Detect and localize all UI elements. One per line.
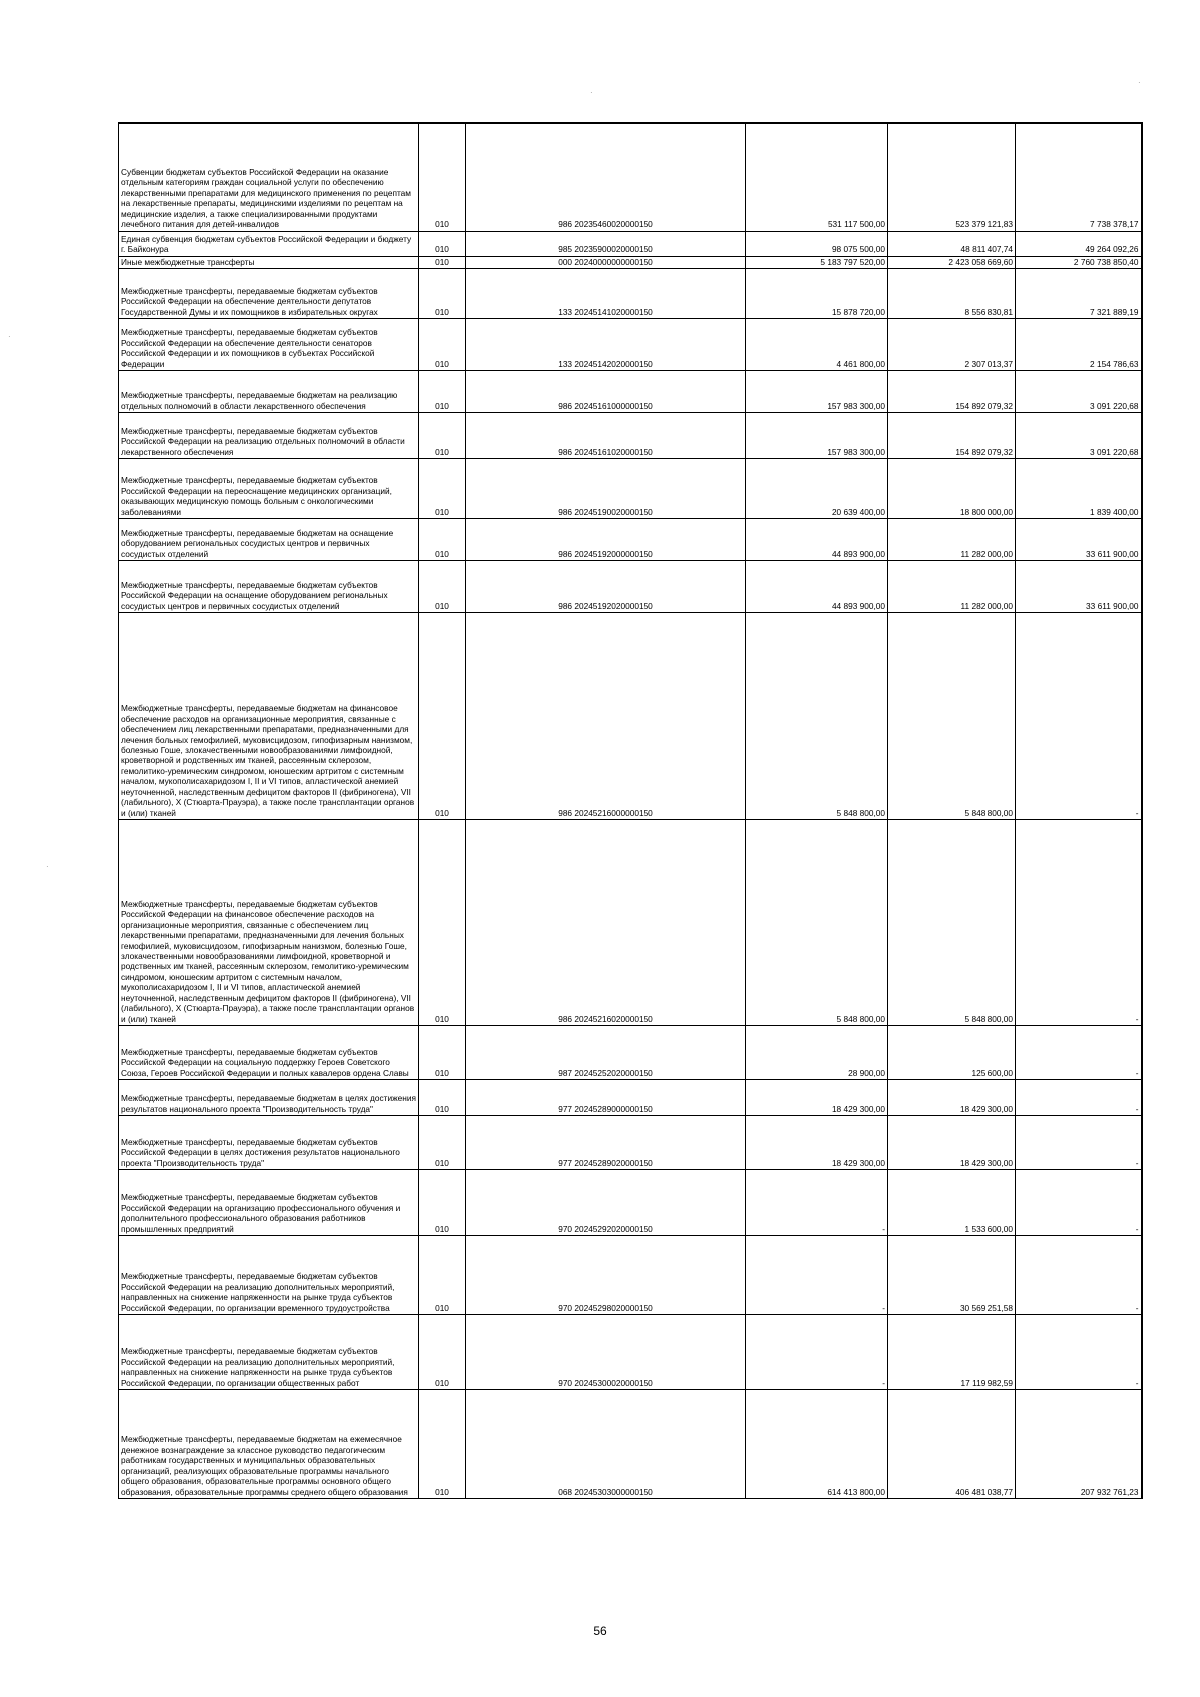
table-row <box>119 560 1142 612</box>
executed-amount-cell: 17 119 982,59 <box>888 1314 1016 1389</box>
line-code-cell: 010 <box>419 458 466 518</box>
scan-dot: · <box>1138 78 1141 87</box>
executed-amount-cell: 8 556 830,81 <box>888 268 1016 318</box>
table-row <box>119 268 1142 318</box>
budget-report-sheet <box>118 122 1141 1499</box>
row-name-cell: Единая субвенция бюджетам субъектов Российской Федерации и бюджету г. Байконура <box>119 231 419 256</box>
table-row <box>119 1314 1142 1389</box>
row-name-cell: Межбюджетные трансферты, передаваемые бюджетам субъектов Российской Федерации на обеспечение деятельности депутатов Государственной Думы и их помощников в избирательных округах <box>119 268 419 318</box>
table-row <box>119 318 1142 370</box>
budget-classification-code-cell: 985 20235900020000150 <box>466 231 746 256</box>
table-row <box>119 458 1142 518</box>
line-code-cell: 010 <box>419 256 466 268</box>
table-row <box>119 412 1142 458</box>
line-code-cell: 010 <box>419 1079 466 1115</box>
approved-amount-cell: - <box>746 1169 888 1235</box>
line-code-cell: 010 <box>419 1115 466 1169</box>
executed-amount-cell: 18 800 000,00 <box>888 458 1016 518</box>
remaining-amount-cell: 2 154 786,63 <box>1016 318 1142 370</box>
executed-amount-cell: 5 848 800,00 <box>888 612 1016 819</box>
approved-amount-cell: 98 075 500,00 <box>746 231 888 256</box>
budget-classification-code-cell: 000 20240000000000150 <box>466 256 746 268</box>
row-name-cell: Межбюджетные трансферты, передаваемые бюджетам субъектов Российской Федерации на переоснащение медицинских организаций, оказывающих медицинскую помощь больным с онкологическими заболеваниями <box>119 458 419 518</box>
row-name-cell: Межбюджетные трансферты, передаваемые бюджетам на реализацию отдельных полномочий в области лекарственного обеспечения <box>119 370 419 412</box>
table-row <box>119 370 1142 412</box>
remaining-amount-cell: 3 091 220,68 <box>1016 370 1142 412</box>
budget-classification-code-cell: 977 20245289020000150 <box>466 1115 746 1169</box>
executed-amount-cell: 154 892 079,32 <box>888 412 1016 458</box>
scan-dot: · <box>46 862 49 871</box>
line-code-cell: 010 <box>419 1314 466 1389</box>
table-row <box>119 1079 1142 1115</box>
table-row <box>119 256 1142 268</box>
row-name-cell: Межбюджетные трансферты, передаваемые бюджетам в целях достижения результатов национального проекта "Производительность труда" <box>119 1079 419 1115</box>
budget-classification-code-cell: 977 20245289000000150 <box>466 1079 746 1115</box>
row-name-cell: Межбюджетные трансферты, передаваемые бюджетам субъектов Российской Федерации на финансовое обеспечение расходов на организационные мероприятия, связанные с обеспечением лиц лекарственными препаратами, предназначенными для лечения больных гемофилией, муковисцидозом, гипофизарным нанизмом, болезнью Гоше, злокачественными новообразованиями лимфоидной, кроветворной и родственных им тканей, рассеянным склерозом, гемолитико-уремическим синдромом, юношеским артритом с системным началом, мукополисахаридозом I, II и VI типов, апластической анемией неуточненной, наследственным дефицитом факторов II (фибриногена), VII (лабильного), X (Стюарта-Прауэра), а также после трансплантации органов и (или) тканей <box>119 819 419 1025</box>
row-name-cell: Межбюджетные трансферты, передаваемые бюджетам на оснащение оборудованием региональных сосудистых центров и первичных сосудистых отделений <box>119 518 419 560</box>
row-name-cell: Межбюджетные трансферты, передаваемые бюджетам субъектов Российской Федерации в целях достижения результатов национального проекта "Производительность труда" <box>119 1115 419 1169</box>
row-name-cell: Субвенции бюджетам субъектов Российской Федерации на оказание отдельным категориям граждан социальной услуги по обеспечению лекарственными препаратами для медицинского применения по рецептам на лекарственные препараты, медицинскими изделиями по рецептам на медицинские изделия, а также специализированными продуктами лечебного питания для детей-инвалидов <box>119 123 419 231</box>
approved-amount-cell: 157 983 300,00 <box>746 370 888 412</box>
budget-classification-code-cell: 970 20245298020000150 <box>466 1235 746 1314</box>
remaining-amount-cell: 7 738 378,17 <box>1016 123 1142 231</box>
table-row <box>119 231 1142 256</box>
table-row <box>119 819 1142 1025</box>
approved-amount-cell: 15 878 720,00 <box>746 268 888 318</box>
line-code-cell: 010 <box>419 518 466 560</box>
budget-classification-code-cell: 970 20245300020000150 <box>466 1314 746 1389</box>
executed-amount-cell: 2 307 013,37 <box>888 318 1016 370</box>
remaining-amount-cell: 3 091 220,68 <box>1016 412 1142 458</box>
line-code-cell: 010 <box>419 560 466 612</box>
remaining-amount-cell: - <box>1016 1235 1142 1314</box>
remaining-amount-cell: - <box>1016 612 1142 819</box>
approved-amount-cell: 5 848 800,00 <box>746 612 888 819</box>
row-name-cell: Межбюджетные трансферты, передаваемые бюджетам субъектов Российской Федерации на обеспечение деятельности сенаторов Российской Федерации и их помощников в субъектах Российской Федерации <box>119 318 419 370</box>
budget-classification-code-cell: 987 20245252020000150 <box>466 1025 746 1079</box>
remaining-amount-cell: - <box>1016 1314 1142 1389</box>
budget-classification-code-cell: 986 20245216020000150 <box>466 819 746 1025</box>
executed-amount-cell: 2 423 058 669,60 <box>888 256 1016 268</box>
table-row <box>119 1169 1142 1235</box>
executed-amount-cell: 125 600,00 <box>888 1025 1016 1079</box>
remaining-amount-cell: - <box>1016 1115 1142 1169</box>
table-row <box>119 612 1142 819</box>
table-row <box>119 123 1142 231</box>
approved-amount-cell: - <box>746 1314 888 1389</box>
row-name-cell: Иные межбюджетные трансферты <box>119 256 419 268</box>
line-code-cell: 010 <box>419 612 466 819</box>
approved-amount-cell: 614 413 800,00 <box>746 1389 888 1498</box>
remaining-amount-cell: - <box>1016 1169 1142 1235</box>
approved-amount-cell: 18 429 300,00 <box>746 1115 888 1169</box>
approved-amount-cell: 5 183 797 520,00 <box>746 256 888 268</box>
line-code-cell: 010 <box>419 1389 466 1498</box>
executed-amount-cell: 154 892 079,32 <box>888 370 1016 412</box>
executed-amount-cell: 30 569 251,58 <box>888 1235 1016 1314</box>
row-name-cell: Межбюджетные трансферты, передаваемые бюджетам субъектов Российской Федерации на реализацию отдельных полномочий в области лекарственного обеспечения <box>119 412 419 458</box>
scan-dot: · <box>590 88 593 97</box>
remaining-amount-cell: - <box>1016 819 1142 1025</box>
executed-amount-cell: 18 429 300,00 <box>888 1079 1016 1115</box>
budget-classification-code-cell: 068 20245303000000150 <box>466 1389 746 1498</box>
row-name-cell: Межбюджетные трансферты, передаваемые бюджетам субъектов Российской Федерации на социальную поддержку Героев Советского Союза, Героев Российской Федерации и полных кавалеров ордена Славы <box>119 1025 419 1079</box>
table-row <box>119 1389 1142 1498</box>
approved-amount-cell: 157 983 300,00 <box>746 412 888 458</box>
remaining-amount-cell: 33 611 900,00 <box>1016 560 1142 612</box>
line-code-cell: 010 <box>419 123 466 231</box>
executed-amount-cell: 523 379 121,83 <box>888 123 1016 231</box>
scan-dot: · <box>8 332 11 341</box>
approved-amount-cell: - <box>746 1235 888 1314</box>
approved-amount-cell: 5 848 800,00 <box>746 819 888 1025</box>
budget-execution-table <box>118 122 1143 1499</box>
budget-classification-code-cell: 986 20245192000000150 <box>466 518 746 560</box>
row-name-cell: Межбюджетные трансферты, передаваемые бюджетам субъектов Российской Федерации на реализацию дополнительных мероприятий, направленных на снижение напряженности на рынке труда субъектов Российской Федерации, по организации общественных работ <box>119 1314 419 1389</box>
budget-classification-code-cell: 970 20245292020000150 <box>466 1169 746 1235</box>
remaining-amount-cell: 2 760 738 850,40 <box>1016 256 1142 268</box>
executed-amount-cell: 18 429 300,00 <box>888 1115 1016 1169</box>
remaining-amount-cell: 207 932 761,23 <box>1016 1389 1142 1498</box>
remaining-amount-cell: - <box>1016 1079 1142 1115</box>
executed-amount-cell: 11 282 000,00 <box>888 560 1016 612</box>
executed-amount-cell: 5 848 800,00 <box>888 819 1016 1025</box>
budget-classification-code-cell: 986 20245161000000150 <box>466 370 746 412</box>
budget-classification-code-cell: 986 20245216000000150 <box>466 612 746 819</box>
line-code-cell: 010 <box>419 1169 466 1235</box>
table-row <box>119 1115 1142 1169</box>
line-code-cell: 010 <box>419 819 466 1025</box>
line-code-cell: 010 <box>419 1235 466 1314</box>
page-number: 56 <box>593 1624 607 1638</box>
remaining-amount-cell: 49 264 092,26 <box>1016 231 1142 256</box>
budget-classification-code-cell: 986 20245161020000150 <box>466 412 746 458</box>
remaining-amount-cell: - <box>1016 1025 1142 1079</box>
remaining-amount-cell: 7 321 889,19 <box>1016 268 1142 318</box>
approved-amount-cell: 531 117 500,00 <box>746 123 888 231</box>
approved-amount-cell: 44 893 900,00 <box>746 560 888 612</box>
row-name-cell: Межбюджетные трансферты, передаваемые бюджетам субъектов Российской Федерации на реализацию дополнительных мероприятий, направленных на снижение напряженности на рынке труда субъектов Российской Федерации, по организации временного трудоустройства <box>119 1235 419 1314</box>
approved-amount-cell: 18 429 300,00 <box>746 1079 888 1115</box>
line-code-cell: 010 <box>419 1025 466 1079</box>
budget-classification-code-cell: 986 20245192020000150 <box>466 560 746 612</box>
approved-amount-cell: 28 900,00 <box>746 1025 888 1079</box>
table-row <box>119 518 1142 560</box>
approved-amount-cell: 20 639 400,00 <box>746 458 888 518</box>
line-code-cell: 010 <box>419 268 466 318</box>
line-code-cell: 010 <box>419 370 466 412</box>
row-name-cell: Межбюджетные трансферты, передаваемые бюджетам субъектов Российской Федерации на оснащение оборудованием региональных сосудистых центров и первичных сосудистых отделений <box>119 560 419 612</box>
budget-classification-code-cell: 986 20235460020000150 <box>466 123 746 231</box>
executed-amount-cell: 406 481 038,77 <box>888 1389 1016 1498</box>
executed-amount-cell: 11 282 000,00 <box>888 518 1016 560</box>
row-name-cell: Межбюджетные трансферты, передаваемые бюджетам на финансовое обеспечение расходов на организационные мероприятия, связанные с обеспечением лиц лекарственными препаратами, предназначенными для лечения больных гемофилией, муковисцидозом, гипофизарным нанизмом, болезнью Гоше, злокачественными новообразованиями лимфоидной, кроветворной и родственных им тканей, рассеянным склерозом, гемолитико-уремическим синдромом, юношеским артритом с системным началом, мукополисахаридозом I, II и VI типов, апластической анемией неуточненной, наследственным дефицитом факторов II (фибриногена), VII (лабильного), X (Стюарта-Прауэра), а также после трансплантации органов и (или) тканей <box>119 612 419 819</box>
budget-classification-code-cell: 133 20245141020000150 <box>466 268 746 318</box>
line-code-cell: 010 <box>419 412 466 458</box>
table-row <box>119 1025 1142 1079</box>
executed-amount-cell: 48 811 407,74 <box>888 231 1016 256</box>
executed-amount-cell: 1 533 600,00 <box>888 1169 1016 1235</box>
table-row <box>119 1235 1142 1314</box>
approved-amount-cell: 4 461 800,00 <box>746 318 888 370</box>
remaining-amount-cell: 33 611 900,00 <box>1016 518 1142 560</box>
line-code-cell: 010 <box>419 231 466 256</box>
budget-classification-code-cell: 133 20245142020000150 <box>466 318 746 370</box>
line-code-cell: 010 <box>419 318 466 370</box>
budget-classification-code-cell: 986 20245190020000150 <box>466 458 746 518</box>
row-name-cell: Межбюджетные трансферты, передаваемые бюджетам на ежемесячное денежное вознаграждение за классное руководство педагогическим работникам государственных и муниципальных образовательных организаций, реализующих образовательные программы начального общего образования, образовательные программы основного общего образования, образовательные программы среднего общего образования <box>119 1389 419 1498</box>
approved-amount-cell: 44 893 900,00 <box>746 518 888 560</box>
remaining-amount-cell: 1 839 400,00 <box>1016 458 1142 518</box>
row-name-cell: Межбюджетные трансферты, передаваемые бюджетам субъектов Российской Федерации на организацию профессионального обучения и дополнительного профессионального образования работников промышленных предприятий <box>119 1169 419 1235</box>
